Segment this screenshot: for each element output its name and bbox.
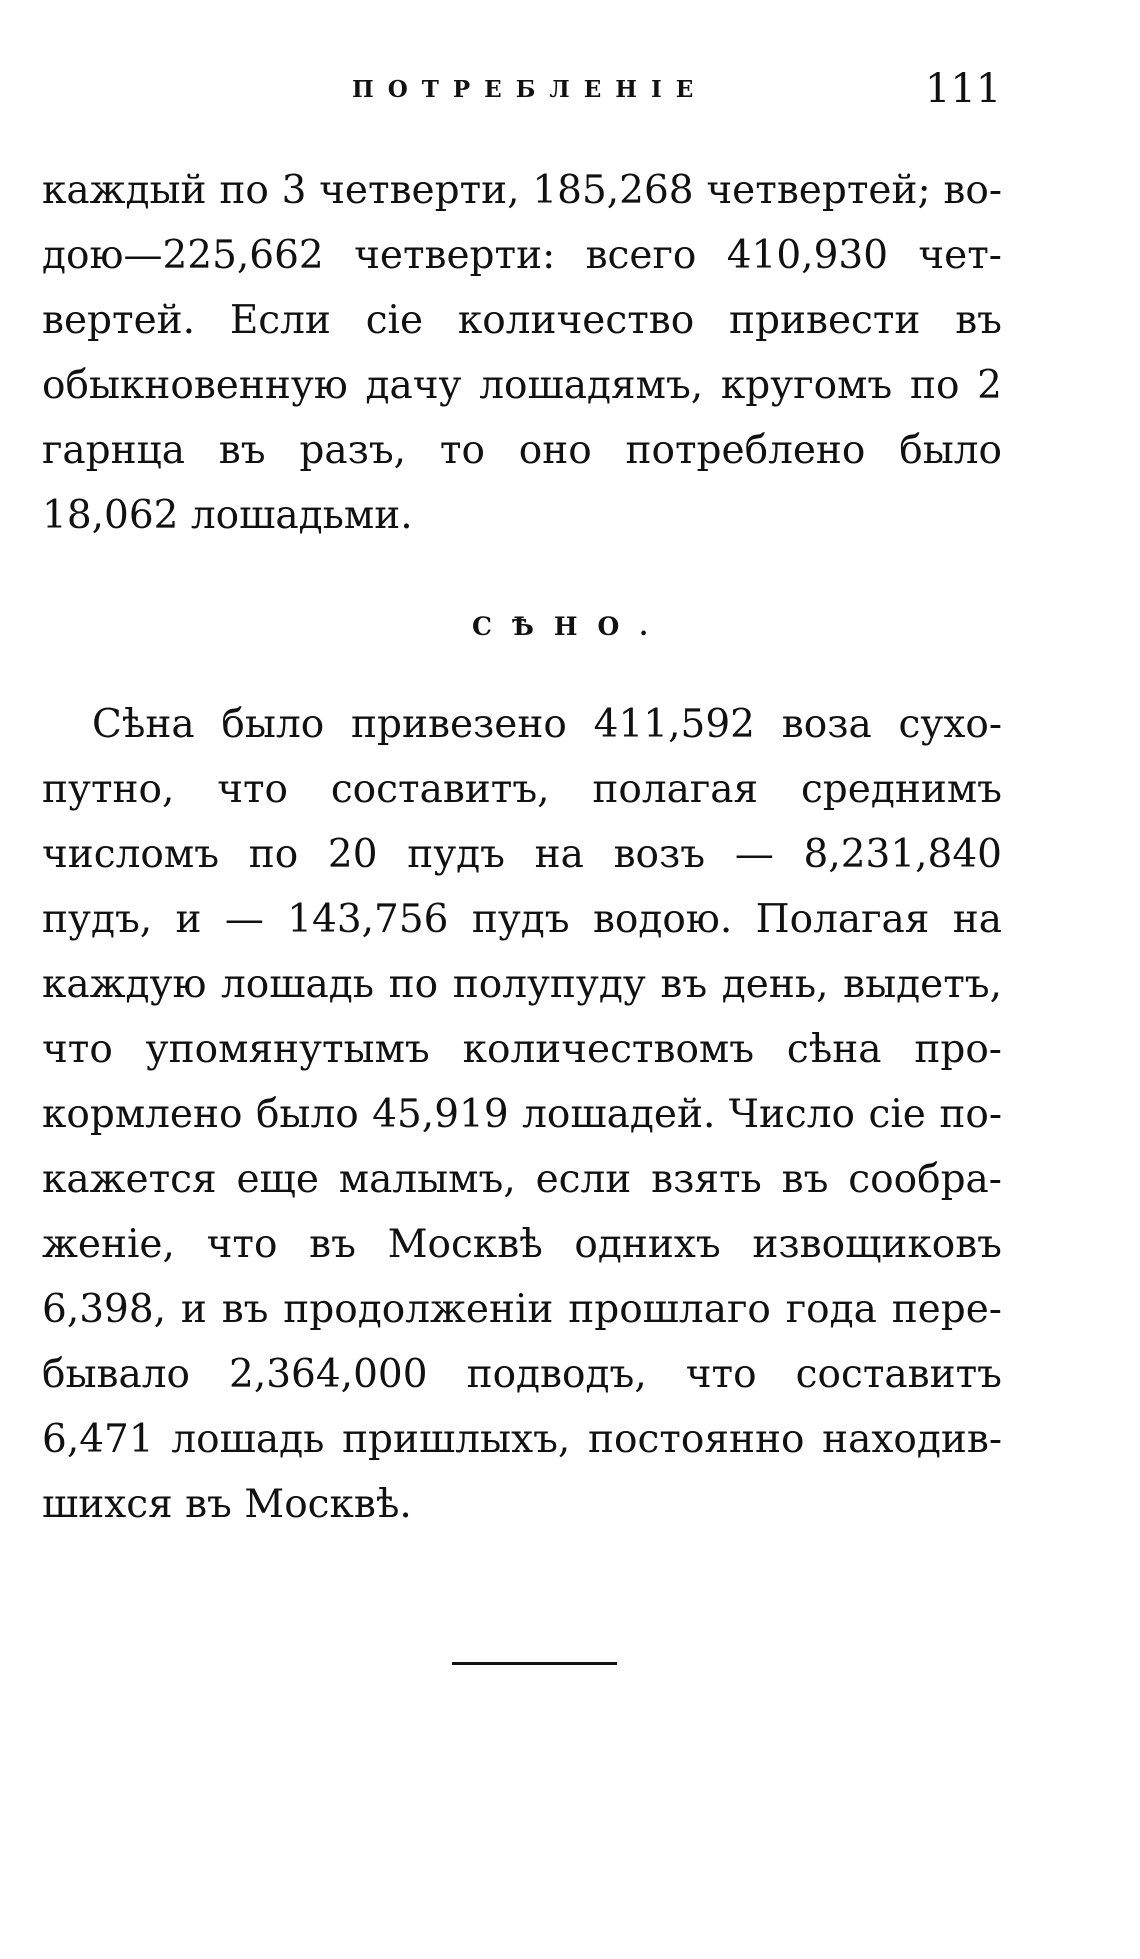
text-line: гарнца въ разъ, то оно потреблено было (42, 428, 1002, 473)
text-line: каждый по 3 четверти, 185,268 четвертей; во- (42, 168, 1002, 213)
text-line: шихся въ Москвѣ. (42, 1482, 412, 1527)
paragraph-grain-continuation (42, 158, 1002, 548)
text-line: 6,471 лошадь пришлыхъ, постоянно находив- (42, 1417, 1002, 1462)
text-line: каждую лошадь по полупуду въ день, выдетъ, (42, 962, 1002, 1007)
text-line: обыкновенную дачу лошадямъ, кругомъ по 2 (42, 363, 1002, 408)
end-rule-divider (452, 1662, 617, 1665)
running-title: ПОТРЕБЛЕНІЕ (352, 76, 708, 103)
text-line: кажется еще малымъ, если взять въ сообра- (42, 1157, 1002, 1202)
section-heading-hay: СѢНО. (471, 612, 668, 641)
text-line: дою—225,662 четверти: всего 410,930 чет- (42, 233, 1002, 278)
text-line: пудъ, и — 143,756 пудъ водою. Полагая на (42, 897, 1002, 942)
text-line: что упомянутымъ количествомъ сѣна про- (42, 1027, 1002, 1072)
text-line: бывало 2,364,000 подводъ, что составитъ (42, 1352, 1002, 1397)
text-line: путно, что составитъ, полагая среднимъ (42, 767, 1002, 812)
text-line: женіе, что въ Москвѣ однихъ извощиковъ (42, 1222, 1002, 1267)
text-line: вертей. Если сіе количество привести въ (42, 298, 1002, 343)
running-head (0, 66, 1140, 116)
page-number: 111 (925, 66, 1002, 112)
text-line: кормлено было 45,919 лошадей. Число сіе по- (42, 1092, 1002, 1137)
text-line: Сѣна было привезено 411,592 воза сухо- (92, 702, 1002, 747)
text-line: 18,062 лошадьми. (42, 493, 413, 538)
text-line: 6,398, и въ продолженіи прошлаго года пере- (42, 1287, 1002, 1332)
paragraph-hay (42, 692, 1002, 1537)
text-line: числомъ по 20 пудъ на возъ — 8,231,840 (42, 832, 1002, 877)
